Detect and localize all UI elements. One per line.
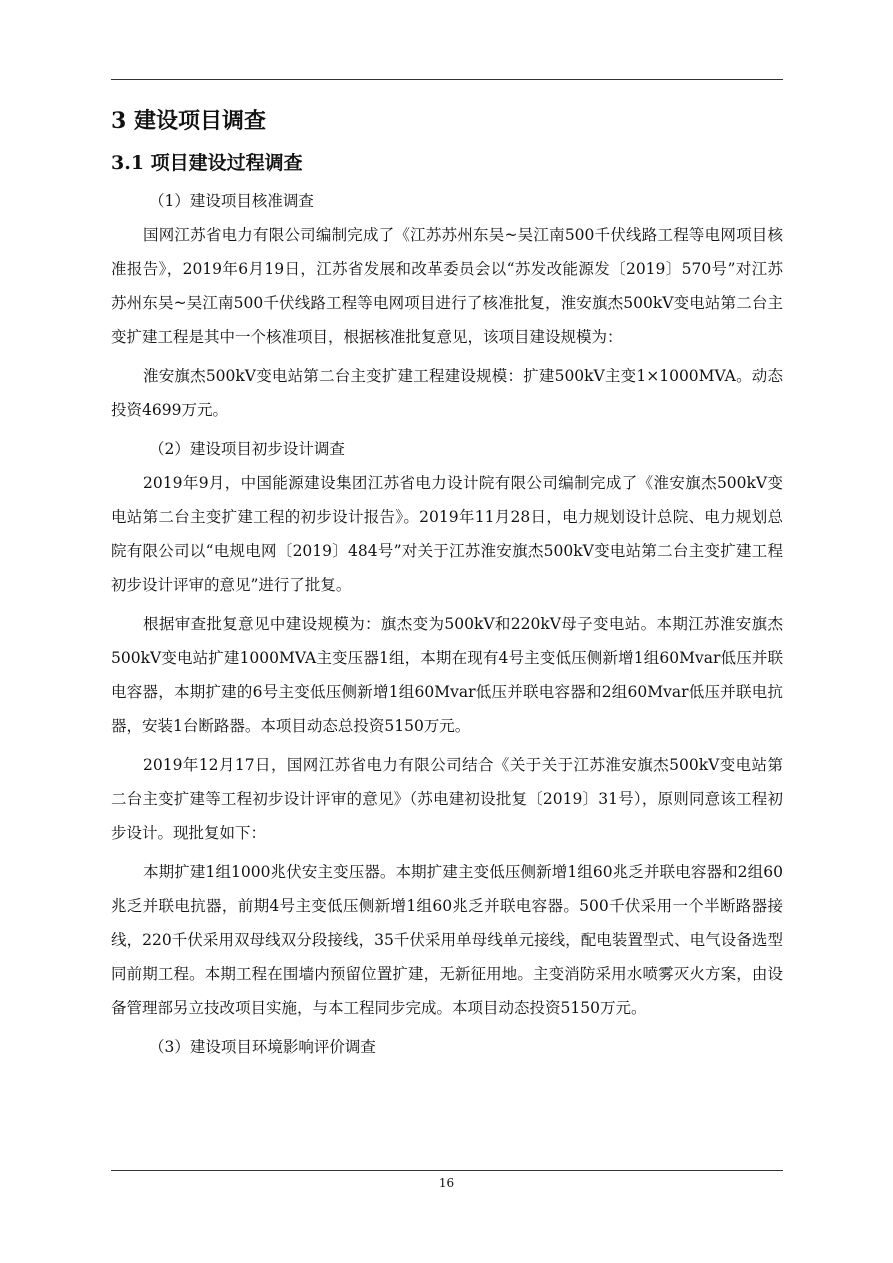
header-rule: [111, 79, 783, 80]
page-number: 16: [438, 1176, 455, 1190]
page-content: [111, 98, 783, 1064]
chapter-heading: 3 建设项目调查: [111, 108, 266, 134]
subsection-approval: （1）建设项目核准调查: [149, 192, 314, 210]
paragraph-approval-report: 国网江苏省电力有限公司编制完成了《江苏苏州东吴~吴江南500千伏线路工程等电网项目核准报告》，2019年6月19日，江苏省发展和改革委员会以“苏发改能源发〔2019〕570号”对江苏苏州东吴~吴江南500千伏线路工程等电网项目进行了核准批复，淮安旗杰500kV变电站第二台主变扩建工程是其中一个核准项目，根据核准批复意见，该项目建设规模为：: [111, 226, 783, 346]
paragraph-approval-scale: 淮安旗杰500kV变电站第二台主变扩建工程建设规模：扩建500kV主变1×1000MVA。动态投资4699万元。: [111, 367, 783, 419]
subsection-environmental-assessment: （3）建设项目环境影响评价调查: [149, 1038, 376, 1056]
paragraph-design-approval: 2019年12月17日，国网江苏省电力有限公司结合《关于关于江苏淮安旗杰500kV变电站第二台主变扩建等工程初步设计评审的意见》（苏电建初设批复〔2019〕31号），原则同意该工程初步设计。现批复如下：: [111, 756, 783, 842]
subsection-preliminary-design: （2）建设项目初步设计调查: [149, 440, 345, 458]
paragraph-design-scale: 根据审查批复意见中建设规模为：旗杰变为500kV和220kV母子变电站。本期江苏淮安旗杰500kV变电站扩建1000MVA主变压器1组，本期在现有4号主变低压侧新增1组60Mvar低压并联电容器，本期扩建的6号主变低压侧新增1组60Mvar低压并联电容器和2组60Mvar低压并联电抗器，安装1台断路器。本项目动态总投资5150万元。: [111, 615, 783, 735]
paragraph-design-report: 2019年9月，中国能源建设集团江苏省电力设计院有限公司编制完成了《淮安旗杰500kV变电站第二台主变扩建工程的初步设计报告》。2019年11月28日，电力规划设计总院、电力规划总院有限公司以“电规电网〔2019〕484号”对关于江苏淮安旗杰500kV变电站第二台主变扩建工程初步设计评审的意见”进行了批复。: [111, 474, 783, 594]
footer-rule: [111, 1170, 783, 1171]
section-heading: 3.1 项目建设过程调查: [111, 152, 303, 174]
paragraph-design-details: 本期扩建1组1000兆伏安主变压器。本期扩建主变低压侧新增1组60兆乏并联电容器和2组60兆乏并联电抗器，前期4号主变低压侧新增1组60兆乏并联电容器。500千伏采用一个半断路器接线，220千伏采用双母线双分段接线，35千伏采用单母线单元接线，配电装置型式、电气设备选型同前期工程。本期工程在围墙内预留位置扩建，无新征用地。主变消防采用水喷雾灭火方案，由设备管理部另立技改项目实施，与本工程同步完成。本项目动态投资5150万元。: [111, 863, 783, 1017]
